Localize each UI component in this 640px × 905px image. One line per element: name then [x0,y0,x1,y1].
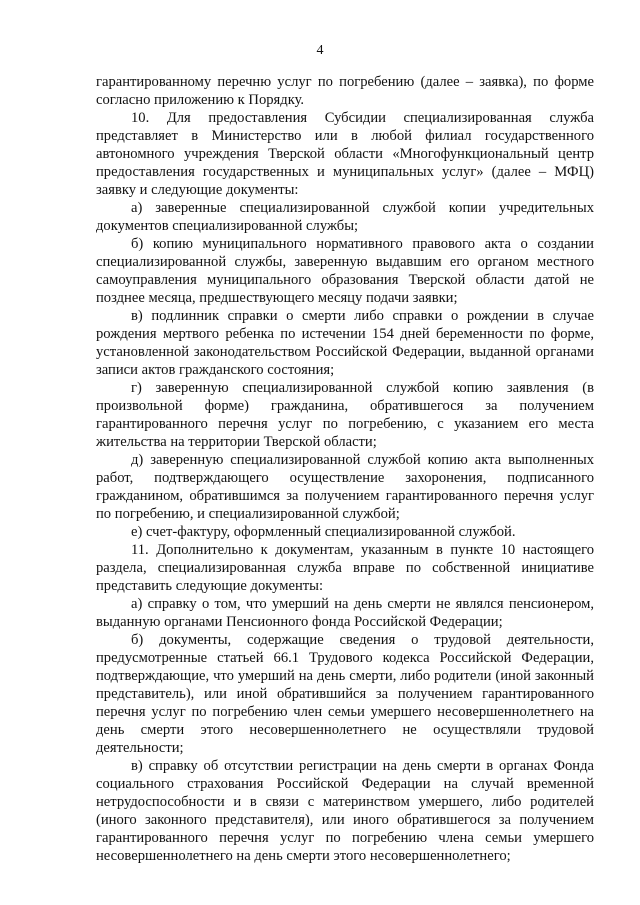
list-item-10a: а) заверенные специализированной службой копии учредительных документов специализированной службы; [96,200,594,234]
list-item-10g: г) заверенную специализированной службой копию заявления (в произвольной форме) гражданина, обратившегося за получением гарантированного перечня услуг по погребению, с указанием его места жительства на территории Тверской области; [96,380,594,450]
list-item-11v: в) справку об отсутствии регистрации на день смерти в органах Фонда социального страхования Российской Федерации на случай временной нетрудоспособности и в связи с материнством умершего, либо родителей (иного законного представителя), или иного обратившегося за получением гарантированного перечня услуг по погребению члена семьи умершего несовершеннолетнего на день смерти этого несовершеннолетнего; [96,758,594,864]
document-body [96,73,594,865]
page-number: 4 [316,43,324,58]
list-item-10v: в) подлинник справки о смерти либо справки о рождении в случае рождения мертвого ребенка по истечении 154 дней беременности по форме, установленной законодательством Российской Федерации, выданной органами записи актов гражданского состояния; [96,308,594,378]
list-item-10b: б) копию муниципального нормативного правового акта о создании специализированной службы, заверенную выдавшим его органом местного самоуправления муниципального образования Тверской области датой не позднее месяца, предшествующего месяцу подачи заявки; [96,236,594,306]
list-item-10e: е) счет-фактуру, оформленный специализированной службой. [131,524,516,540]
list-item-11b: б) документы, содержащие сведения о трудовой деятельности, предусмотренные статьей 66.1 Трудового кодекса Российской Федерации, подтверждающие, что умерший на день смерти, либо родители (иной законный представитель), или иной обратившийся за получением гарантированного перечня услуг по погребению член семьи умершего несовершеннолетнего на день смерти этого несовершеннолетнего не осуществляли трудовой деятельности; [96,632,594,756]
paragraph-clause-10: 10. Для предоставления Субсидии специализированная служба представляет в Министерство или в любой филиал государственного автономного учреждения Тверской области «Многофункциональный центр предоставления государственных и муниципальных услуг» (далее – МФЦ) заявку и следующие документы: [96,110,594,198]
list-item-10d: д) заверенную специализированной службой копию акта выполненных работ, подтверждающего осуществление захоронения, подписанного гражданином, обратившимся за получением гарантированного перечня услуг по погребению, и специализированной службой; [96,452,594,522]
paragraph-continuation: гарантированному перечню услуг по погребению (далее – заявка), по форме согласно приложению к Порядку. [96,74,594,108]
paragraph-clause-11: 11. Дополнительно к документам, указанным в пункте 10 настоящего раздела, специализированная служба вправе по собственной инициативе представить следующие документы: [96,542,594,594]
list-item-11a: а) справку о том, что умерший на день смерти не являлся пенсионером, выданную органами Пенсионного фонда Российской Федерации; [96,596,594,630]
